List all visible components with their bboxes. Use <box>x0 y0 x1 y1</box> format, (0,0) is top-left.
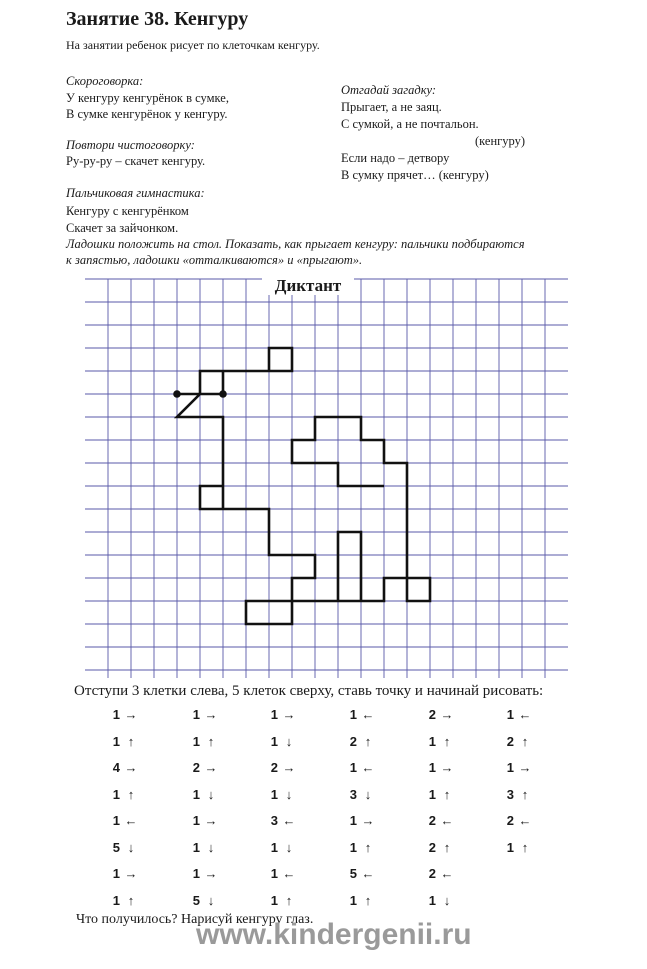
step-count: 1 <box>270 786 278 802</box>
step-count: 1 <box>349 707 357 722</box>
lesson-title: Занятие 38. Кенгуру <box>66 8 249 30</box>
step-count: 1 <box>270 892 278 908</box>
dictation-step <box>422 813 482 828</box>
step-arrow-icon: ↑ <box>127 892 135 908</box>
step-count: 1 <box>506 839 514 855</box>
step-count: 1 <box>428 892 436 908</box>
step-count: 2 <box>428 813 436 828</box>
step-arrow-icon: → <box>204 707 218 722</box>
step-count: 1 <box>192 733 200 749</box>
step-count: 1 <box>428 733 436 749</box>
step-count: 5 <box>192 892 200 908</box>
step-arrow-icon: ↑ <box>285 892 293 908</box>
step-count: 1 <box>192 707 200 722</box>
step-count: 2 <box>506 733 514 749</box>
step-count: 1 <box>112 733 120 749</box>
riddle-line-2: С сумкой, а не почтальон. <box>341 117 479 131</box>
step-count: 1 <box>428 760 436 775</box>
tongue-twister-label: Скороговорка: <box>66 74 144 88</box>
finger-gym-line-2: Скачет за зайчонком. <box>66 221 179 235</box>
step-count: 1 <box>192 813 200 828</box>
step-count: 5 <box>112 839 120 855</box>
dictation-step <box>264 840 324 855</box>
dictation-step <box>264 893 324 908</box>
finger-gym-instruction-1: Ладошки положить на стол. Показать, как прыгает кенгуру: пальчики подбираются <box>66 237 525 251</box>
step-arrow-icon: → <box>204 760 218 775</box>
step-count: 1 <box>112 866 120 881</box>
dictation-step <box>500 787 560 802</box>
step-arrow-icon: → <box>282 707 296 722</box>
step-count: 2 <box>428 707 436 722</box>
dictation-step <box>343 866 403 881</box>
dictation-step <box>186 734 246 749</box>
step-count: 1 <box>112 892 120 908</box>
step-arrow-icon: ↑ <box>127 733 135 749</box>
step-count: 1 <box>506 760 514 775</box>
start-dot <box>173 390 181 398</box>
dictation-step <box>186 813 246 828</box>
step-count: 3 <box>506 786 514 802</box>
dictation-step <box>422 734 482 749</box>
step-arrow-icon: ↓ <box>443 892 451 908</box>
step-arrow-icon: → <box>361 813 375 828</box>
riddle-line-4: В сумку прячет… (кенгуру) <box>341 168 489 182</box>
step-arrow-icon: ← <box>124 813 138 828</box>
riddle-line-3: Если надо – детвору <box>341 151 450 165</box>
dictation-step <box>500 707 560 722</box>
step-count: 1 <box>112 813 120 828</box>
step-arrow-icon: ↑ <box>364 839 372 855</box>
step-count: 1 <box>428 786 436 802</box>
finger-gym-instruction-2: к запястью, ладошки «отталкиваются» и «прыгают». <box>66 253 363 267</box>
step-arrow-icon: ↓ <box>285 786 293 802</box>
step-count: 1 <box>112 707 120 722</box>
step-count: 2 <box>349 733 357 749</box>
step-arrow-icon: → <box>204 813 218 828</box>
dictation-step <box>343 813 403 828</box>
dictation-step <box>186 787 246 802</box>
dictation-step <box>186 707 246 722</box>
step-arrow-icon: ↓ <box>364 786 372 802</box>
step-arrow-icon: → <box>204 866 218 881</box>
step-count: 1 <box>270 733 278 749</box>
dictation-step <box>264 787 324 802</box>
step-arrow-icon: ← <box>518 707 532 722</box>
dictation-step <box>422 893 482 908</box>
dictation-step <box>106 707 166 722</box>
step-arrow-icon: → <box>440 707 454 722</box>
step-arrow-icon: ↑ <box>364 892 372 908</box>
step-arrow-icon: ↑ <box>521 839 529 855</box>
tongue-twister-line-1: У кенгуру кенгурёнок в сумке, <box>66 91 229 105</box>
riddle-answer-1: (кенгуру) <box>475 134 526 148</box>
dictation-step <box>106 760 166 775</box>
step-arrow-icon: → <box>282 760 296 775</box>
step-count: 1 <box>349 892 357 908</box>
step-arrow-icon: ← <box>440 866 454 881</box>
step-count: 3 <box>270 813 278 828</box>
step-count: 5 <box>349 866 357 881</box>
dictation-step <box>106 840 166 855</box>
step-count: 2 <box>506 813 514 828</box>
step-count: 2 <box>428 839 436 855</box>
eye-dot <box>219 390 227 398</box>
step-arrow-icon: → <box>124 707 138 722</box>
step-arrow-icon: ↑ <box>364 733 372 749</box>
dictation-step <box>500 813 560 828</box>
step-count: 1 <box>112 786 120 802</box>
watermark: www.kindergenii.ru <box>196 918 472 951</box>
step-arrow-icon: ↓ <box>285 733 293 749</box>
step-count: 1 <box>349 760 357 775</box>
step-arrow-icon: ↑ <box>443 733 451 749</box>
pure-phrase-label: Повтори чистоговорку: <box>66 138 195 152</box>
dictation-step <box>106 787 166 802</box>
step-arrow-icon: → <box>124 866 138 881</box>
step-arrow-icon: ← <box>282 813 296 828</box>
step-count: 2 <box>428 866 436 881</box>
dictation-step <box>186 840 246 855</box>
step-arrow-icon: ↓ <box>207 786 215 802</box>
dictation-step <box>500 734 560 749</box>
dictation-step <box>422 760 482 775</box>
riddle-line-1: Прыгает, а не заяц. <box>341 100 442 114</box>
dictation-step <box>264 866 324 881</box>
step-arrow-icon: ← <box>361 760 375 775</box>
step-arrow-icon: → <box>518 760 532 775</box>
finger-gym-label: Пальчиковая гимнастика: <box>66 186 205 200</box>
dictation-step <box>343 787 403 802</box>
pure-phrase-line: Ру-ру-ру – скачет кенгуру. <box>66 154 206 168</box>
dictation-step <box>422 787 482 802</box>
step-arrow-icon: ↑ <box>127 786 135 802</box>
dictation-step <box>264 734 324 749</box>
lesson-subtitle: На занятии ребенок рисует по клеточкам кенгуру. <box>66 38 320 52</box>
dictation-step <box>422 707 482 722</box>
dictation-step <box>343 707 403 722</box>
dictation-step <box>422 866 482 881</box>
step-count: 2 <box>270 760 278 775</box>
dictation-step <box>106 813 166 828</box>
step-arrow-icon: ↑ <box>207 733 215 749</box>
step-arrow-icon: ↓ <box>207 839 215 855</box>
step-count: 1 <box>349 813 357 828</box>
dictation-step <box>186 866 246 881</box>
step-arrow-icon: ↓ <box>207 892 215 908</box>
dictation-step <box>343 760 403 775</box>
step-arrow-icon: ↑ <box>443 786 451 802</box>
dictation-step <box>343 734 403 749</box>
step-count: 1 <box>270 707 278 722</box>
step-arrow-icon: ↑ <box>521 733 529 749</box>
step-count: 1 <box>192 786 200 802</box>
step-count: 1 <box>270 866 278 881</box>
step-arrow-icon: ↑ <box>521 786 529 802</box>
step-count: 4 <box>112 760 120 775</box>
step-count: 1 <box>506 707 514 722</box>
step-arrow-icon: ← <box>361 866 375 881</box>
dictation-step <box>264 813 324 828</box>
step-arrow-icon: ↓ <box>285 839 293 855</box>
step-count: 1 <box>349 839 357 855</box>
dictation-step <box>186 760 246 775</box>
step-count: 2 <box>192 760 200 775</box>
step-arrow-icon: ← <box>361 707 375 722</box>
dictation-step <box>500 760 560 775</box>
step-count: 1 <box>192 839 200 855</box>
step-count: 1 <box>192 866 200 881</box>
dictation-step <box>343 840 403 855</box>
dictation-step <box>106 734 166 749</box>
dictation-step <box>343 893 403 908</box>
dictation-instruction: Отступи 3 клетки слева, 5 клеток сверху, ставь точку и начинай рисовать: <box>74 683 544 699</box>
dictation-step <box>422 840 482 855</box>
grid-lines <box>85 279 568 678</box>
step-arrow-icon: ↑ <box>443 839 451 855</box>
step-arrow-icon: → <box>124 760 138 775</box>
dictation-title: Диктант <box>274 276 342 295</box>
step-arrow-icon: ↓ <box>127 839 135 855</box>
step-count: 1 <box>270 839 278 855</box>
dictation-step <box>264 760 324 775</box>
closing-question: Что получилось? Нарисуй кенгуру глаз. <box>76 912 314 927</box>
dictation-step <box>186 893 246 908</box>
step-count: 3 <box>349 786 357 802</box>
step-arrow-icon: ← <box>282 866 296 881</box>
tongue-twister-line-2: В сумке кенгурёнок у кенгуру. <box>66 107 228 121</box>
step-arrow-icon: ← <box>518 813 532 828</box>
dictation-step <box>106 893 166 908</box>
dictation-step <box>106 866 166 881</box>
step-arrow-icon: → <box>440 760 454 775</box>
dictation-step <box>264 707 324 722</box>
dictation-step <box>500 840 560 855</box>
step-arrow-icon: ← <box>440 813 454 828</box>
riddle-label: Отгадай загадку: <box>341 83 437 97</box>
finger-gym-line-1: Кенгуру с кенгурёнком <box>66 204 189 218</box>
